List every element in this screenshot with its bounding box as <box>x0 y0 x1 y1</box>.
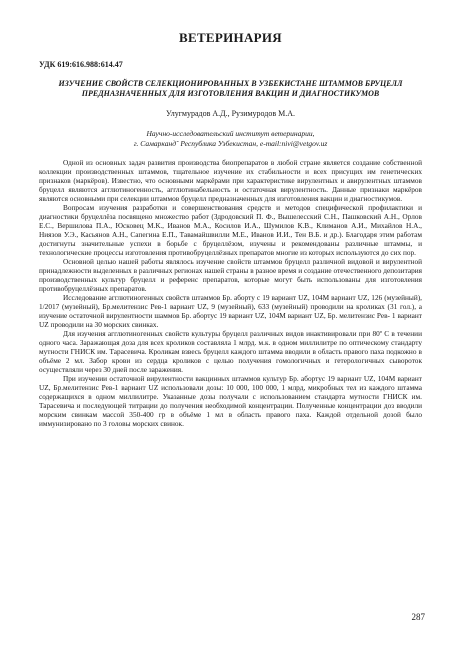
article-page <box>39 30 422 428</box>
body-paragraph: Одной из основных задач развития производства биопрепаратов в любой стране является создание собственной коллекции производственных штаммов, тщательное изучение их стабильности и всех присущих им генетических признаков (маркёров). Известно, что основными маркёрами при характеристике вирулентных и авирулентных штаммов бруцелл являются агглютиногенность, агглютинабельность и остаточная вирулентность. Данные признаки маркёров являются основными при селекции штаммов бруцелл предназначенных для изготовления вакцин и диагностикумов. <box>39 158 422 203</box>
section-title: ВЕТЕРИНАРИЯ <box>179 30 282 45</box>
affiliation-line-1: Научно-исследовательский институт ветеринарии, <box>146 129 315 138</box>
udk-code: УДК 619:616.988:614.47 <box>39 60 123 69</box>
page-number: 287 <box>411 612 425 622</box>
affiliation <box>39 129 422 148</box>
body-paragraph: Вопросам изучения разработки и совершенствования средств и методов специфической профилактики и диагностики бруцеллёза посвящено множество работ (Здродовский П. Ф., Вышелесский С.Н., Пашковский А.Н., Орлов Е.С., Вершилова П.А., Юсковец М.К., Иванов М.А., Косилов И.А., Шумилов К.В., Климанов А.И., Михайлов Н.А., Ниязов У.Э., Касьянов А.Н., Сапегина Е.П., Тавамайшвилли М.Е., Иванов И.И., Тен В.Б. и др.). Благодаря этим работам достигнуты значительные успехи в борьбе с бруцеллёзом, изучены и рекомендованы различные штаммы, и технологические процессы изготовления противобруцеллёзных препаратов многие из которых используются до сих пор. <box>39 203 422 257</box>
body-paragraph: Основной целью нашей работы являлось изучение свойств штаммов бруцелл различной видовой и вирулентной принадлежности выделенных в различных регионах нашей страны в разное время и создание отечественного депозитария производственных культур бруцелл и референс препаратов, которые могут быть использованы для изготовления противобруцеллёзных препаратов. <box>39 257 422 293</box>
affiliation-line-2: г. Самаркандˇ Республика Узбекистан, e-mail:nivi@vetgov.uz <box>133 138 328 148</box>
body-paragraph: Для изучения агглютиногенных свойств культуры бруцелл различных видов инактивировали при 80º С в течении одного часа. Заражающая доза для всех кроликов составляла 1 млрд. м.к. в одном миллилитре по оптическому стандарту мутности ГНИСК им. Тарасевича. Кроликам взвесь бруцелл каждого штамма вводили в область правого паха подкожно в объёме 2 мл. Забор крови из сердца кроликов с целью получения гомологичных и гетерологичных сывороток осуществляли через 30 дней после заражения. <box>39 329 422 374</box>
body-paragraph: При изучении остаточной вирулентности вакцинных штаммов культур Бр. абортус 19 вариант UZ, 104M вариант UZ, Бр.мелитензис Рев-1 вариант UZ использовали дозы: 10 000, 100 000, 1 млрд, микробных тел из каждого штамма содержащихся в одном миллилитре. Указанные дозы получали с использованием стандарта мутности ГНИСК им. Тарасевича и последующей титрации до получения необходимой концентрации. Полученные концентрации доз вводили морским свинкам массой 350-400 гр в объёме 1 мл в область правого паха. Каждой отдельной дозой было иммунизировано по 3 головы морских свинок. <box>39 374 422 428</box>
body-paragraph: Исследование агглютиногенных свойств штаммов Бр. аборту с 19 вариант UZ, 104M вариант UZ, 126 (музейный), 1/2017 (музейный), Бр.мелитензис Рев-1 вариант UZ, 9 (музейный), 633 (музейный) проводили на кроликах (31 гол.), а изучение остаточной вирулентности шаммов Бр. абортус 19 вариант UZ, 104M вариант UZ, Бр. мелитензис Рев- 1 вариант UZ проводили на 30 морских свинках. <box>39 293 422 329</box>
article-title: ИЗУЧЕНИЕ СВОЙСТВ СЕЛЕКЦИОНИРОВАННЫХ В УЗБЕКИСТАНЕ ШТАММОВ БРУЦЕЛЛ ПРЕДНАЗНАЧЕННЫХ ДЛЯ ИЗГОТОВЛЕНИЯ ВАКЦИН И ДИАГНОСТИКУМОВ <box>58 79 403 98</box>
authors: Улугмурадов А.Д., Рузимуродов М.А. <box>165 109 296 118</box>
article-body <box>39 158 422 428</box>
